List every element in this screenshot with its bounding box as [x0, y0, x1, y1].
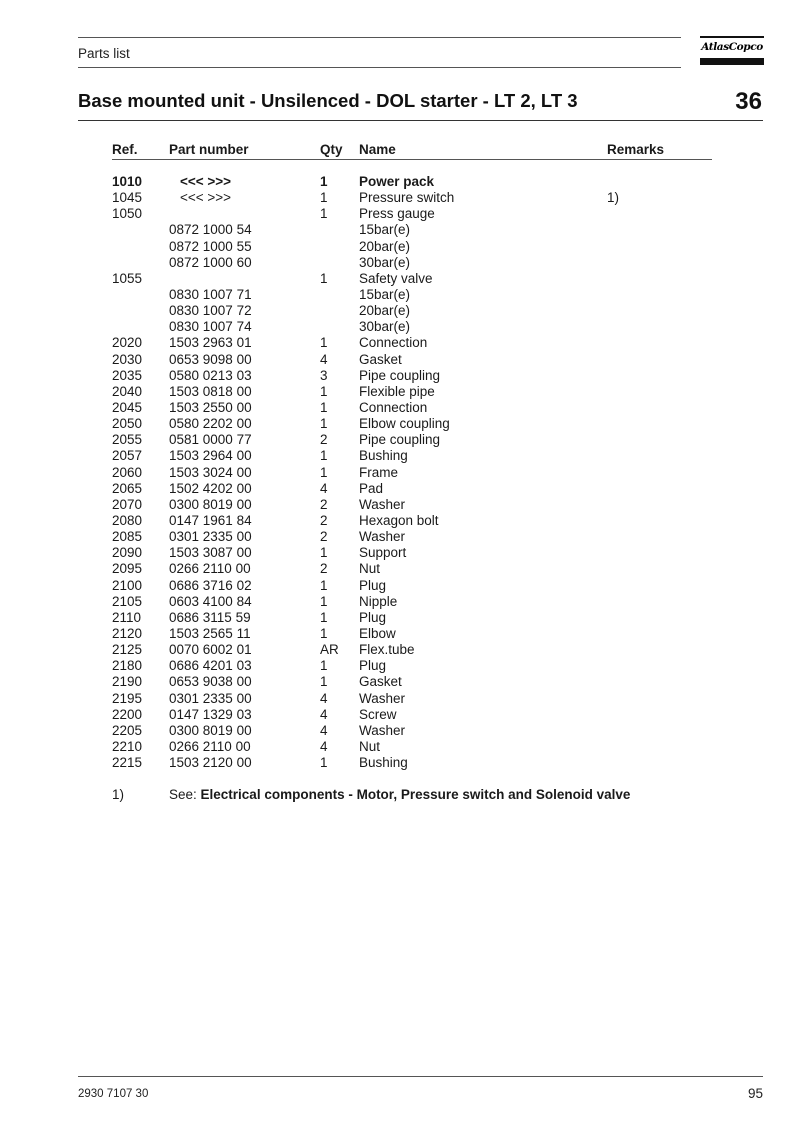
- cell-name: Plug: [359, 577, 387, 593]
- table-row: [0, 352, 800, 368]
- cell-name: Pressure switch: [359, 190, 455, 206]
- cell-name: Elbow coupling: [359, 416, 450, 432]
- cell-qty: 2: [320, 529, 328, 545]
- cell-name: 20bar(e): [359, 238, 411, 254]
- cell-ref: 2210: [112, 738, 143, 754]
- cell-part-number: 0266 2110 00: [169, 738, 251, 754]
- cell-qty: 2: [320, 512, 328, 528]
- cell-name: Pipe coupling: [359, 367, 441, 383]
- table-row: [0, 707, 800, 723]
- cell-qty: 2: [320, 496, 328, 512]
- cell-ref: 2205: [112, 722, 143, 738]
- cell-ref: 1010: [112, 174, 143, 189]
- cell-name: Plug: [359, 609, 387, 625]
- cell-ref: 2045: [112, 399, 143, 415]
- table-row: [0, 561, 800, 577]
- table-row: [0, 578, 800, 594]
- cell-part-number: 0872 1000 54: [169, 222, 252, 238]
- table-row: [0, 206, 800, 222]
- cell-part-number: 0147 1329 03: [169, 706, 252, 722]
- cell-qty: 1: [320, 383, 328, 399]
- table-row: [0, 303, 800, 319]
- cell-part-number: 0147 1961 84: [169, 512, 252, 528]
- footnote-ref: 1): [112, 787, 125, 802]
- cell-ref: 2060: [112, 464, 143, 480]
- table-row: [0, 626, 800, 642]
- table-row: [0, 497, 800, 513]
- footer-rule: [78, 1076, 763, 1077]
- cell-remarks: 1): [607, 190, 620, 206]
- cell-name: Safety valve: [359, 270, 433, 286]
- cell-name: Connection: [359, 335, 428, 351]
- cell-name: Washer: [359, 529, 406, 545]
- cell-part-number: 0872 1000 60: [169, 254, 252, 270]
- table-row: [0, 674, 800, 690]
- table-row: [0, 255, 800, 271]
- table-row: [0, 287, 800, 303]
- header-remarks: Remarks: [607, 142, 665, 157]
- logo-bottom-bar: [700, 58, 764, 65]
- cell-ref: 2035: [112, 367, 143, 383]
- cell-ref: 2200: [112, 706, 143, 722]
- table-row: [0, 271, 800, 287]
- cell-ref: 1050: [112, 206, 143, 222]
- cell-ref: 2065: [112, 480, 143, 496]
- cell-name: Bushing: [359, 755, 408, 771]
- cell-part-number: 0301 2335 00: [169, 690, 252, 706]
- footnote-link[interactable]: Electrical components - Motor, Pressure switch and Solenoid valve: [200, 787, 631, 802]
- cell-qty: 4: [320, 722, 328, 738]
- cell-name: Flexible pipe: [359, 383, 435, 399]
- cell-part-number: 0830 1007 72: [169, 303, 252, 319]
- cell-ref: 2120: [112, 625, 143, 641]
- table-row: [0, 658, 800, 674]
- header-top-rule: [78, 37, 681, 38]
- cell-part-number: 0301 2335 00: [169, 529, 252, 545]
- cell-ref: 2215: [112, 755, 143, 771]
- cell-part-number: 1503 2964 00: [169, 448, 252, 464]
- table-row: [0, 335, 800, 351]
- table-row: [0, 239, 800, 255]
- table-row: [0, 190, 800, 206]
- cell-name: 15bar(e): [359, 222, 411, 238]
- cell-name: Nut: [359, 738, 381, 754]
- cell-name: Hexagon bolt: [359, 512, 439, 528]
- cell-name: 15bar(e): [359, 286, 411, 302]
- table-row: [0, 723, 800, 739]
- cell-part-number: 0686 3716 02: [169, 577, 252, 593]
- cell-part-number: 0581 0000 77: [169, 432, 252, 448]
- cell-part-number: 0603 4100 84: [169, 593, 252, 609]
- cell-qty: 1: [320, 190, 328, 206]
- cell-qty: 1: [320, 609, 328, 625]
- cell-name: Plug: [359, 658, 387, 674]
- cell-part-number: 0580 2202 00: [169, 416, 252, 432]
- cell-qty: 1: [320, 755, 328, 771]
- cell-name: Press gauge: [359, 206, 435, 222]
- cell-part-number: 0653 9038 00: [169, 674, 252, 690]
- cell-qty: 2: [320, 432, 328, 448]
- cell-ref: 2020: [112, 335, 143, 351]
- page-number: 95: [747, 1086, 763, 1101]
- table-row: [0, 416, 800, 432]
- cell-ref: 2190: [112, 674, 143, 690]
- section-number: 36: [735, 88, 762, 115]
- cell-ref: 2085: [112, 529, 143, 545]
- logo-top-bar: [700, 36, 764, 38]
- cell-qty: 1: [320, 545, 328, 561]
- cell-ref: 2050: [112, 416, 143, 432]
- cell-name: Washer: [359, 690, 406, 706]
- cell-qty: 2: [320, 561, 328, 577]
- cell-ref: 2195: [112, 690, 143, 706]
- header-name: Name: [359, 142, 396, 157]
- table-row: [0, 739, 800, 755]
- table-row: [0, 174, 800, 190]
- cell-name: 30bar(e): [359, 254, 411, 270]
- table-row: [0, 691, 800, 707]
- table-row: [0, 400, 800, 416]
- cell-part-number: 0300 8019 00: [169, 722, 252, 738]
- cell-part-number: 1503 2565 11: [169, 625, 251, 641]
- cell-part-number: 0580 0213 03: [169, 367, 252, 383]
- cell-qty: 4: [320, 690, 328, 706]
- cell-part-number: 0070 6002 01: [169, 642, 252, 658]
- cell-name: Power pack: [359, 174, 435, 189]
- cell-part-number: 0830 1007 74: [169, 319, 252, 335]
- cell-qty: 1: [320, 206, 328, 222]
- cell-name: Pipe coupling: [359, 432, 441, 448]
- cell-ref: 2080: [112, 512, 143, 528]
- cell-qty: 1: [320, 625, 328, 641]
- cell-qty: 1: [320, 577, 328, 593]
- cell-qty: AR: [320, 642, 339, 658]
- cell-name: 30bar(e): [359, 319, 411, 335]
- cell-name: Gasket: [359, 674, 402, 690]
- cell-part-number: 0266 2110 00: [169, 561, 251, 577]
- cell-ref: 1055: [112, 270, 143, 286]
- cell-part-number: 1503 2963 01: [169, 335, 252, 351]
- cell-name: Washer: [359, 496, 406, 512]
- cell-part-number: 0872 1000 55: [169, 238, 252, 254]
- cell-ref: 2055: [112, 432, 143, 448]
- table-row: [0, 529, 800, 545]
- cell-qty: 3: [320, 367, 328, 383]
- cell-qty: 1: [320, 399, 328, 415]
- cell-qty: 1: [320, 335, 328, 351]
- cell-ref: 2057: [112, 448, 143, 464]
- table-row: [0, 319, 800, 335]
- atlas-copco-logo: [700, 36, 764, 68]
- table-row: [0, 513, 800, 529]
- cell-ref: 2030: [112, 351, 143, 367]
- cell-ref: 2090: [112, 545, 143, 561]
- cell-part-number: 0830 1007 71: [169, 286, 252, 302]
- footnote-text: [169, 787, 630, 802]
- cell-part-number: 0653 9098 00: [169, 351, 252, 367]
- table-row: [0, 448, 800, 464]
- cell-ref: 2180: [112, 658, 143, 674]
- page-title: Base mounted unit - Unsilenced - DOL starter - LT 2, LT 3: [78, 90, 578, 111]
- cell-name: Screw: [359, 706, 397, 722]
- header-bottom-rule: [78, 67, 681, 68]
- cell-name: Support: [359, 545, 407, 561]
- cell-ref: 2095: [112, 561, 143, 577]
- cell-name: Washer: [359, 722, 406, 738]
- footnote-prefix: See:: [169, 787, 201, 802]
- cell-qty: 1: [320, 270, 328, 286]
- cell-part-number: 0686 4201 03: [169, 658, 252, 674]
- header-part-number: Part number: [169, 142, 249, 157]
- cell-qty: 1: [320, 593, 328, 609]
- running-head: Parts list: [78, 46, 130, 61]
- cell-name: Elbow: [359, 625, 396, 641]
- table-header-rule: [112, 159, 712, 160]
- cell-part-number: <<< >>>: [180, 190, 232, 206]
- table-row: [0, 610, 800, 626]
- cell-qty: 1: [320, 658, 328, 674]
- cell-part-number: 1502 4202 00: [169, 480, 252, 496]
- title-rule: [78, 120, 763, 121]
- table-row: [0, 368, 800, 384]
- cell-part-number: 0300 8019 00: [169, 496, 252, 512]
- cell-qty: 1: [320, 674, 328, 690]
- cell-part-number: 0686 3115 59: [169, 609, 251, 625]
- table-row: [0, 481, 800, 497]
- cell-name: Nipple: [359, 593, 398, 609]
- header-ref: Ref.: [112, 142, 138, 157]
- cell-part-number: 1503 2120 00: [169, 755, 252, 771]
- cell-name: Pad: [359, 480, 384, 496]
- cell-ref: 2110: [112, 609, 142, 625]
- cell-name: Bushing: [359, 448, 408, 464]
- cell-ref: 2040: [112, 383, 143, 399]
- cell-ref: 1045: [112, 190, 143, 206]
- table-row: [0, 755, 800, 771]
- header-qty: Qty: [320, 142, 343, 157]
- cell-name: Nut: [359, 561, 381, 577]
- table-row: [0, 642, 800, 658]
- parts-table-body: [0, 174, 800, 771]
- cell-qty: 1: [320, 174, 328, 189]
- cell-qty: 4: [320, 706, 328, 722]
- cell-qty: 1: [320, 416, 328, 432]
- table-row: [0, 465, 800, 481]
- cell-name: Flex.tube: [359, 642, 415, 658]
- cell-name: Gasket: [359, 351, 402, 367]
- table-row: [0, 432, 800, 448]
- cell-ref: 2125: [112, 642, 143, 658]
- cell-part-number: 1503 3024 00: [169, 464, 252, 480]
- table-row: [0, 545, 800, 561]
- cell-part-number: 1503 0818 00: [169, 383, 252, 399]
- cell-ref: 2105: [112, 593, 143, 609]
- cell-name: Frame: [359, 464, 399, 480]
- cell-part-number: 1503 2550 00: [169, 399, 252, 415]
- cell-qty: 4: [320, 738, 328, 754]
- table-row: [0, 384, 800, 400]
- logo-wordmark: AtlasCopco: [701, 41, 763, 53]
- cell-qty: 4: [320, 351, 328, 367]
- cell-qty: 1: [320, 464, 328, 480]
- document-number: 2930 7107 30: [78, 1088, 149, 1100]
- cell-name: 20bar(e): [359, 303, 411, 319]
- table-row: [0, 594, 800, 610]
- cell-ref: 2070: [112, 496, 143, 512]
- cell-qty: 4: [320, 480, 328, 496]
- table-row: [0, 222, 800, 238]
- cell-ref: 2100: [112, 577, 143, 593]
- cell-qty: 1: [320, 448, 328, 464]
- cell-part-number: 1503 3087 00: [169, 545, 252, 561]
- cell-part-number: <<< >>>: [180, 174, 232, 189]
- cell-name: Connection: [359, 399, 428, 415]
